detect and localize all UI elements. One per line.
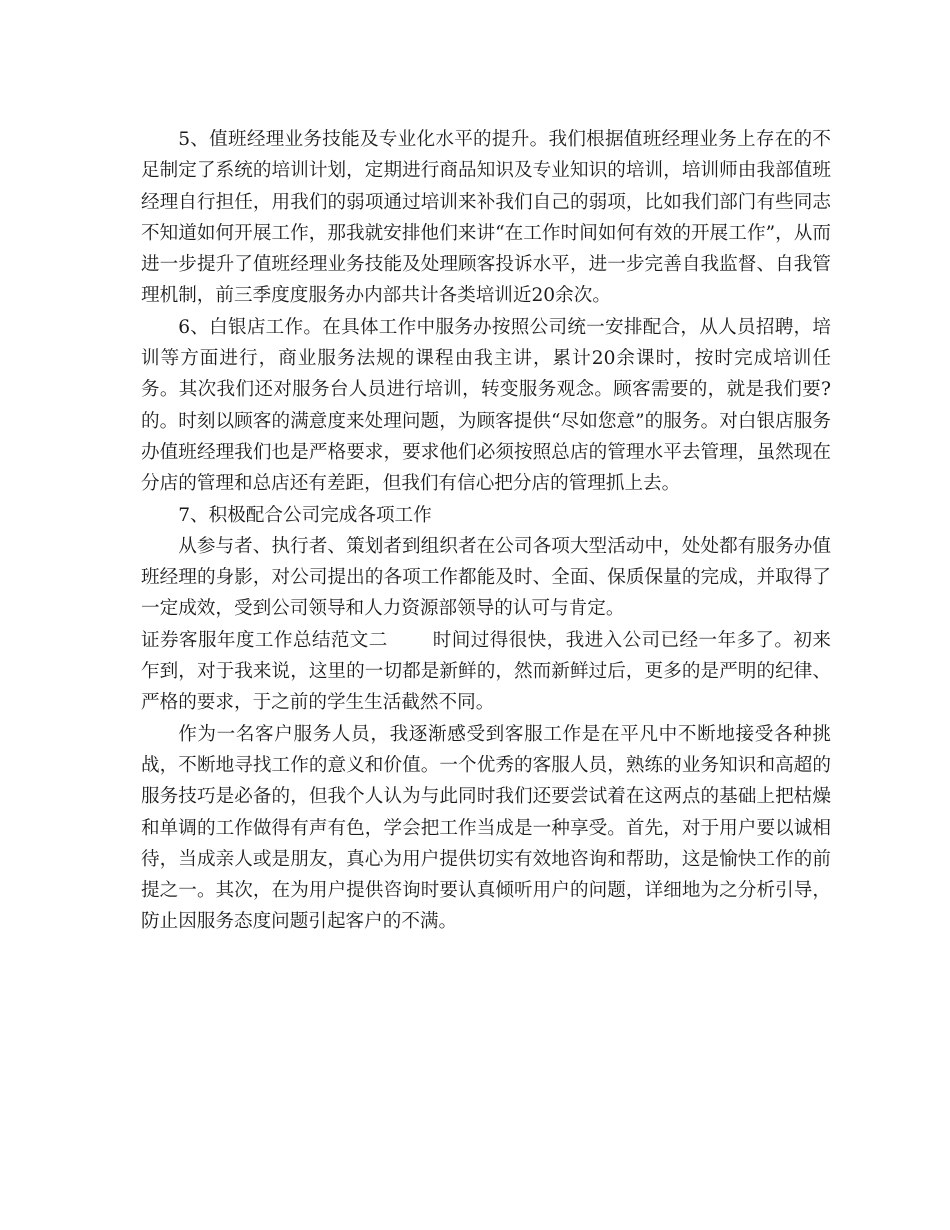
paragraph-cooperation-heading: 7、积极配合公司完成各项工作 <box>178 504 432 526</box>
paragraph-customer-service: 作为一名客户服务人员，我逐渐感受到客服工作是在平凡中不断地接受各种挑战，不断地寻找工作的意义和价值。一个优秀的客服人员，熟练的业务知识和高超的服务技巧是必备的，但我个人认为与此同时我们还要尝试着在这两点的基础上把枯燥和单调的工作做得有声有色，学会把工作当成是一种享受。首先，对于用户要以诚相待，当成亲人或是朋友，真心为用户提供切实有效地咨询和帮助，这是愉快工作的前提之一。其次，在为用户提供咨询时要认真倾听用户的问题，详细地为之分析引导，防止因服务态度问题引起客户的不满。 <box>141 723 831 933</box>
section-two-paragraph <box>141 625 831 719</box>
paragraph-baiyin-store: 6、白银店工作。在具体工作中服务办按照公司统一安排配合，从人员招聘，培训等方面进行，商业服务法规的课程由我主讲，累计20余课时，按时完成培训任务。其次我们还对服务台人员进行培训，转变服务观念。顾客需要的，就是我们要?的。时刻以顾客的满意度来处理问题，为顾客提供“尽如您意”的服务。对白银店服务办值班经理我们也是严格要求，要求他们必须按照总店的管理水平去管理，虽然现在分店的管理和总店还有差距，但我们有信心把分店的管理抓上去。 <box>141 316 831 495</box>
paragraph-cooperation-detail: 从参与者、执行者、策划者到组织者在公司各项大型活动中，处处都有服务办值班经理的身影，对公司提出的各项工作都能及时、全面、保质保量的完成，并取得了一定成效，受到公司领导和人力资源部领导的认可与肯定。 <box>141 535 831 620</box>
section-two-lead: 时间过得很快，我进入公司已经一年多了。初来乍到，对于我来说，这里的一切都是新鲜的，然而新鲜过后，更多的是严明的纪律、严格的要求，于之前的学生生活截然不同。 <box>141 629 831 714</box>
document-body <box>141 124 831 938</box>
paragraph-skills-training: 5、值班经理业务技能及专业化水平的提升。我们根据值班经理业务上存在的不足制定了系统的培训计划，定期进行商品知识及专业知识的培训，培训师由我部值班经理自行担任，用我们的弱项通过培训来补我们自己的弱项，比如我们部门有些同志不知道如何开展工作，那我就安排他们来讲“在工作时间如何有效的开展工作”，从而进一步提升了值班经理业务技能及处理顾客投诉水平，进一步完善自我监督、自我管理机制，前三季度度服务办内部共计各类培训近20余次。 <box>141 129 831 307</box>
section-two-title: 证券客服年度工作总结范文二 <box>141 629 388 651</box>
